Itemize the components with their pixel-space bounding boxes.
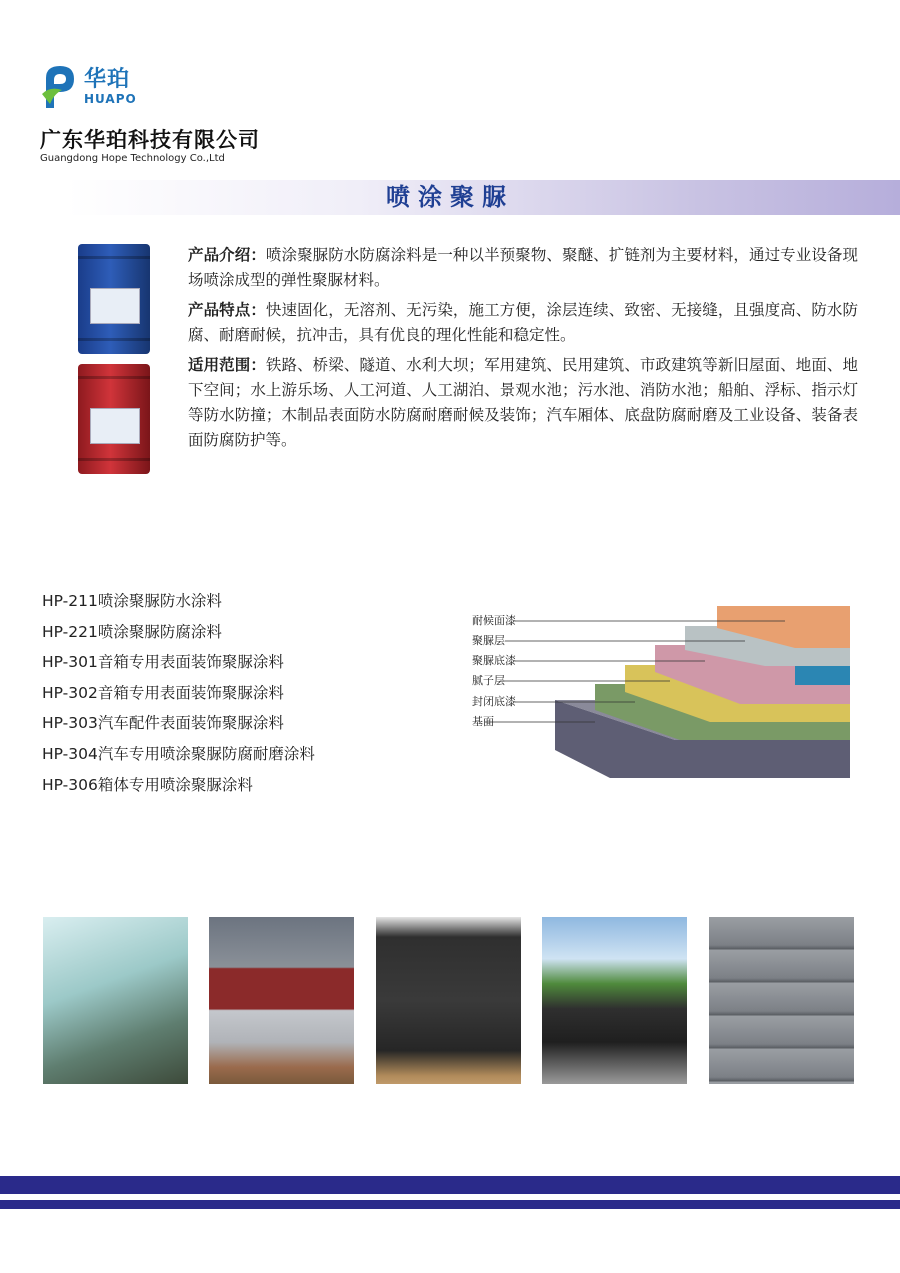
product-item: HP-211喷涂聚脲防水涂料 — [42, 592, 222, 610]
storage-tanks-photo — [209, 917, 354, 1084]
layer-label: 聚脲底漆 — [472, 654, 516, 667]
product-item: HP-221喷涂聚脲防腐涂料 — [42, 622, 222, 641]
features-label: 产品特点： — [188, 301, 266, 319]
company-name-cn: 广东华珀科技有限公司 — [40, 128, 260, 152]
product-item: HP-301音箱专用表面装饰聚脲涂料 — [42, 653, 284, 672]
footer-stripe-thick — [0, 1176, 900, 1194]
huapo-logo-icon — [40, 64, 78, 108]
product-item: HP-306箱体专用喷涂聚脲涂料 — [42, 775, 253, 794]
layer-label: 封闭底漆 — [472, 695, 516, 708]
blue-barrel-image — [78, 244, 150, 354]
features-text: 快速固化，无溶剂、无污染，施工方便，涂层连续、致密、无接缝，且强度高、防水防腐、耐磨耐候，抗冲击，具有优良的理化性能和稳定性。 — [188, 301, 858, 344]
product-item: HP-303汽车配件表面装饰聚脲涂料 — [42, 714, 284, 733]
product-scope — [188, 353, 858, 453]
scope-label: 适用范围： — [188, 356, 266, 374]
layer-label: 腻子层 — [472, 674, 505, 687]
page-title: 喷涂聚脲 — [386, 183, 514, 211]
product-item: HP-304汽车专用喷涂聚脲防腐耐磨涂料 — [42, 744, 315, 763]
scope-text: 铁路、桥梁、隧道、水利大坝；军用建筑、民用建筑、市政建筑等新旧屋面、地面、地下空间；水上游乐场、人工河道、人工湖泊、景观水池；污水池、消防水池；船舶、浮标、指示灯等防水防撞；木制品表面防水防腐耐磨耐候及装饰；汽车厢体、底盘防腐耐磨及工业设备、装备表面防腐防护等。 — [188, 356, 858, 449]
layer-label: 耐候面漆 — [472, 614, 516, 627]
polyurea-primer-blue-band — [795, 666, 850, 685]
logo-text-en: HUAPO — [84, 92, 137, 106]
coating-layer-diagram — [455, 600, 855, 785]
waterproofing-tunnel-photo — [43, 917, 188, 1084]
logo-text-cn: 华珀 — [84, 67, 131, 92]
product-item: HP-302音箱专用表面装饰聚脲涂料 — [42, 683, 284, 702]
layer-label: 基面 — [472, 715, 494, 728]
red-barrel-image — [78, 364, 150, 474]
layer-label: 聚脲层 — [472, 634, 505, 647]
pickup-truck-bed-photo — [542, 917, 687, 1084]
footer-stripe-thin — [0, 1200, 900, 1209]
company-name-en: Guangdong Hope Technology Co.,Ltd — [40, 153, 225, 164]
product-intro — [188, 243, 858, 293]
speaker-boxes-photo — [376, 917, 521, 1084]
intro-text: 喷涂聚脲防水防腐涂料是一种以半预聚物、聚醚、扩链剂为主要材料，通过专业设备现场喷涂成型的弹性聚脲材料。 — [188, 246, 858, 289]
product-features — [188, 298, 858, 348]
intro-label: 产品介绍： — [188, 246, 266, 264]
equipment-cases-photo — [709, 917, 854, 1084]
product-list — [42, 586, 315, 800]
